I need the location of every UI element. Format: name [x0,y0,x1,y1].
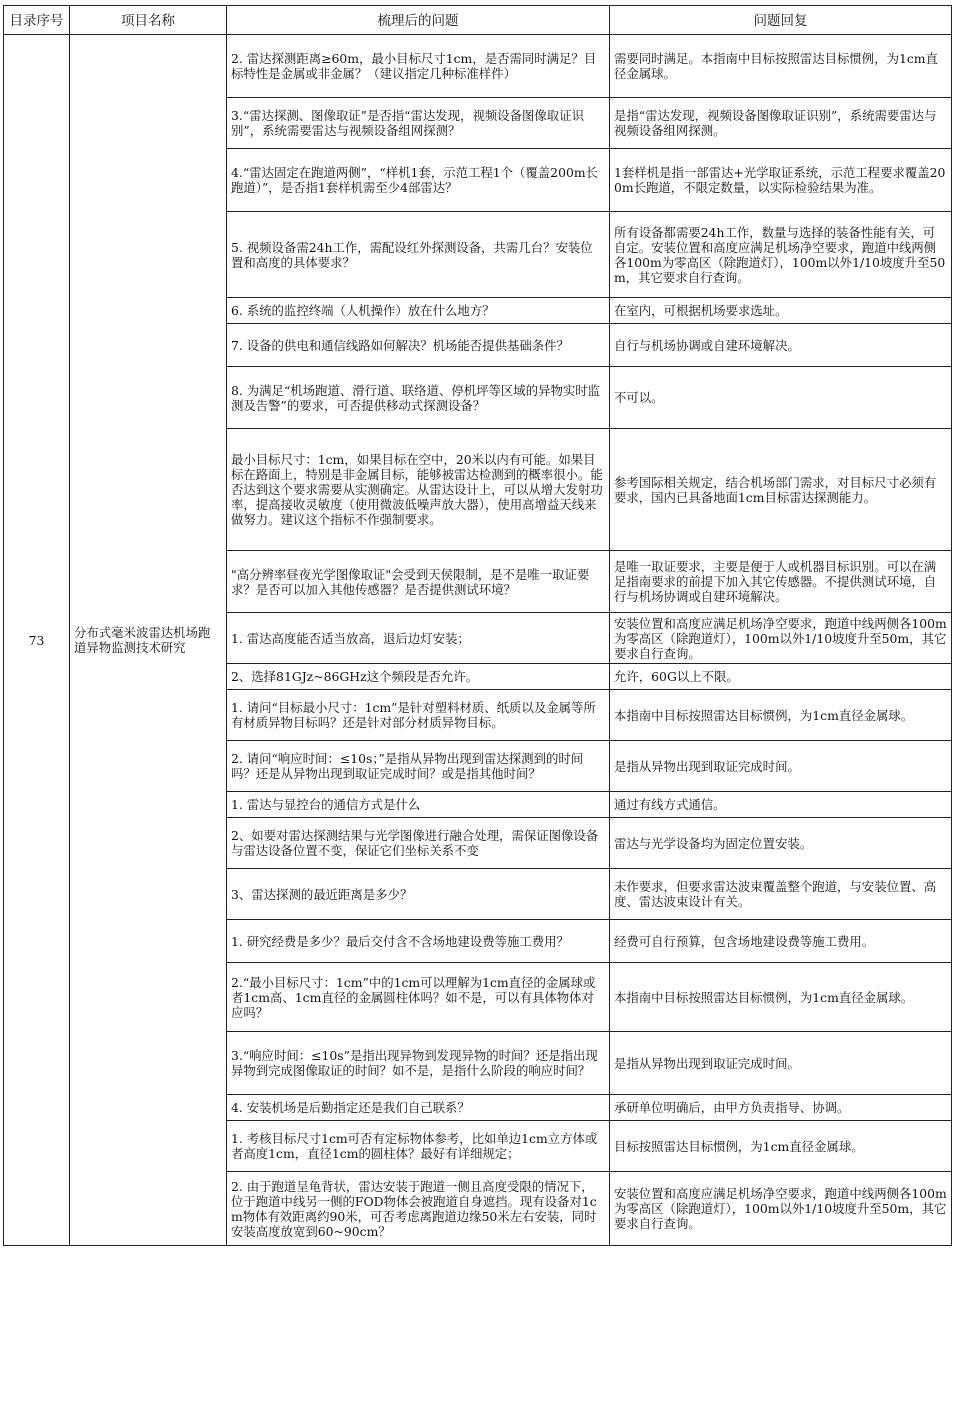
project-name-cell: 分布式毫米波雷达机场跑道异物监测技术研究 [70,35,227,1246]
reply-cell: 目标按照雷达目标惯例，为1cm直径金属球。 [610,1121,952,1172]
reply-cell: 自行与机场协调或自建环境解决。 [610,324,952,367]
reply-cell: 是指从异物出现到取证完成时间。 [610,741,952,792]
table-row [4,35,952,98]
reply-cell: 通过有线方式通信。 [610,792,952,818]
question-cell: 4.“雷达固定在跑道两侧”，“样机1套，示范工程1个（覆盖200m长跑道）”，是否指1套样机需至少4部雷达？ [227,149,610,212]
question-cell: 1. 雷达高度能否适当放高，退后边灯安装； [227,613,610,664]
question-cell: 5. 视频设备需24h工作，需配设红外探测设备，共需几台？安装位置和高度的具体要求？ [227,212,610,298]
question-cell: 2. 请问“响应时间：≤10s；”是指从异物出现到雷达探测到的时间吗？还是从异物出现到取证完成时间？或是指其他时间？ [227,741,610,792]
header-index: 目录序号 [4,6,70,35]
reply-cell: 1套样机是指一部雷达+光学取证系统，示范工程要求覆盖200m长跑道，不限定数量，以实际检验结果为准。 [610,149,952,212]
question-cell: 2. 由于跑道呈龟背状，雷达安装于跑道一侧且高度受限的情况下，位于跑道中线另一侧的FOD物体会被跑道自身遮挡。现有设备对1cm物体有效距离约90米，可否考虑离跑道边缘50米左右安装，同时安装高度放宽到60~90cm？ [227,1172,610,1246]
question-cell: 2.“最小目标尺寸：1cm”中的1cm可以理解为1cm直径的金属球或者1cm高、1cm直径的金属圆柱体吗？如不是，可以有具体物体对应吗？ [227,963,610,1032]
question-cell: 3.“响应时间：≤10s”是指出现异物到发现异物的时间？还是指出现异物到完成图像取证的时间？如不是，是指什么阶段的响应时间？ [227,1032,610,1095]
header-question: 梳理后的问题 [227,6,610,35]
reply-cell: 未作要求，但要求雷达波束覆盖整个跑道，与安装位置、高度、雷达波束设计有关。 [610,869,952,920]
question-cell: 1. 研究经费是多少？最后交付含不含场地建设费等施工费用？ [227,920,610,963]
question-cell: 最小目标尺寸：1cm，如果目标在空中，20米以内有可能。如果目标在路面上，特别是非金属目标，能够被雷达检测到的概率很小。能否达到这个要求需要从实测确定。从雷达设计上，可以从增大发射功率，提高接收灵敏度（使用微波低噪声放大器），使用高增益天线来做努力。建议这个指标不作强制要求。 [227,429,610,551]
reply-cell: 本指南中目标按照雷达目标惯例，为1cm直径金属球。 [610,690,952,741]
question-cell: 2、选择81GJz~86GHz这个频段是否允许。 [227,664,610,690]
header-row [4,6,952,35]
reply-cell: 经费可自行预算，包含场地建设费等施工费用。 [610,920,952,963]
header-reply: 问题回复 [610,6,952,35]
reply-cell: 需要同时满足。本指南中目标按照雷达目标惯例，为1cm直径金属球。 [610,35,952,98]
reply-cell: 安装位置和高度应满足机场净空要求，跑道中线两侧各100m为零高区（除跑道灯），100m以外1/10坡度升至50m，其它要求自行查询。 [610,1172,952,1246]
question-cell: 4. 安装机场是后勤指定还是我们自己联系？ [227,1095,610,1121]
question-cell: "高分辨率昼夜光学图像取证"会受到天侯限制，是不是唯一取证要求？是否可以加入其他传感器？是否提供测试环境？ [227,551,610,613]
index-cell: 73 [4,35,70,1246]
question-cell: 8. 为满足“机场跑道、滑行道、联络道、停机坪等区域的异物实时监测及告警”的要求，可否提供移动式探测设备？ [227,367,610,429]
reply-cell: 雷达与光学设备均为固定位置安装。 [610,818,952,869]
question-cell: 1. 雷达与显控台的通信方式是什么 [227,792,610,818]
reply-cell: 参考国际相关规定，结合机场部门需求，对目标尺寸必须有要求，国内已具备地面1cm目标雷达探测能力。 [610,429,952,551]
reply-cell: 是指从异物出现到取证完成时间。 [610,1032,952,1095]
reply-cell: 所有设备都需要24h工作，数量与选择的装备性能有关，可自定。安装位置和高度应满足机场净空要求，跑道中线两侧各100m为零高区（除跑道灯），100m以外1/10坡度升至50m，其它要求自行查询。 [610,212,952,298]
reply-cell: 本指南中目标按照雷达目标惯例，为1cm直径金属球。 [610,963,952,1032]
reply-cell: 承研单位明确后，由甲方负责指导、协调。 [610,1095,952,1121]
reply-cell: 安装位置和高度应满足机场净空要求，跑道中线两侧各100m为零高区（除跑道灯），100m以外1/10坡度升至50m，其它要求自行查询。 [610,613,952,664]
question-cell: 7. 设备的供电和通信线路如何解决？机场能否提供基础条件？ [227,324,610,367]
question-cell: 3、雷达探测的最近距离是多少？ [227,869,610,920]
reply-cell: 是唯一取证要求，主要是便于人或机器目标识别。可以在满足指南要求的前提下加入其它传感器。不提供测试环境，自行与机场协调或自建环境解决。 [610,551,952,613]
reply-cell: 不可以。 [610,367,952,429]
reply-cell: 是指“雷达发现，视频设备图像取证识别”，系统需要雷达与视频设备组网探测。 [610,98,952,149]
header-project: 项目名称 [70,6,227,35]
question-cell: 3.“雷达探测、图像取证”是否指“雷达发现，视频设备图像取证识别”，系统需要雷达与视频设备组网探测？ [227,98,610,149]
question-cell: 2、如要对雷达探测结果与光学图像进行融合处理，需保证图像设备与雷达设备位置不变，保证它们坐标关系不变 [227,818,610,869]
qa-table [3,5,952,1246]
question-cell: 6. 系统的监控终端（人机操作）放在什么地方？ [227,298,610,324]
question-cell: 1. 考核目标尺寸1cm可否有定标物体参考，比如单边1cm立方体或者高度1cm，直径1cm的圆柱体？最好有详细规定； [227,1121,610,1172]
reply-cell: 允许，60G以上不限。 [610,664,952,690]
question-cell: 1. 请问“目标最小尺寸：1cm”是针对塑料材质、纸质以及金属等所有材质异物目标吗？还是针对部分材质异物目标。 [227,690,610,741]
question-cell: 2. 雷达探测距离≥60m，最小目标尺寸1cm，是否需同时满足？目标特性是金属或非金属？（建议指定几种标准样件） [227,35,610,98]
reply-cell: 在室内，可根据机场要求选址。 [610,298,952,324]
